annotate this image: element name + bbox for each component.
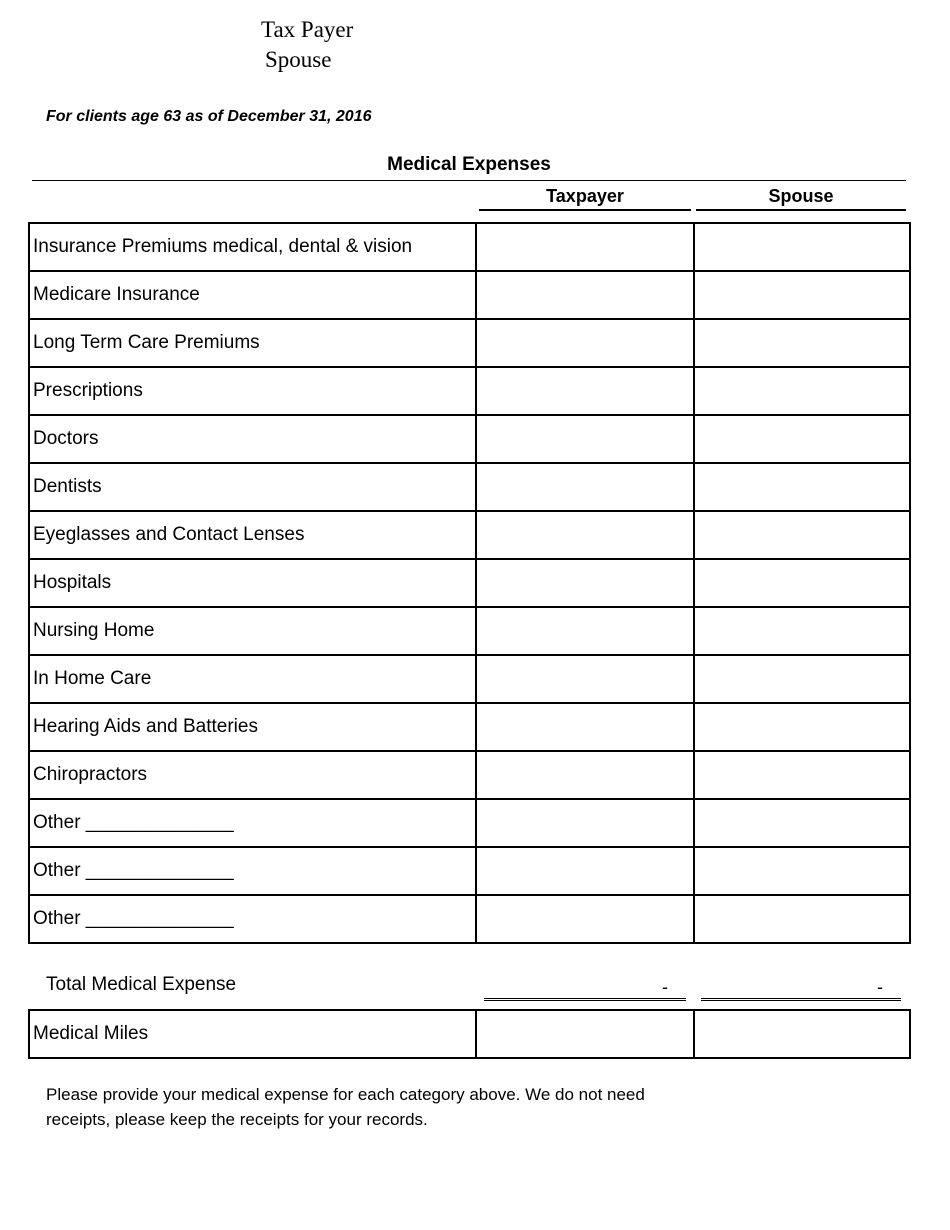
taxpayer-amount-input[interactable] — [476, 223, 694, 271]
taxpayer-amount-input[interactable] — [476, 607, 694, 655]
spouse-amount-input[interactable] — [694, 751, 910, 799]
miles-label: Medical Miles — [29, 1010, 476, 1058]
table-row — [29, 799, 910, 847]
table-row — [29, 319, 910, 367]
section-title: Medical Expenses — [387, 154, 551, 175]
spouse-amount-input[interactable] — [694, 559, 910, 607]
table-row — [29, 223, 910, 271]
table-row — [29, 367, 910, 415]
spouse-amount-input[interactable] — [694, 415, 910, 463]
expense-category-label: Insurance Premiums medical, dental & vision — [29, 223, 476, 271]
table-row — [29, 559, 910, 607]
expense-category-label: Other ______________ — [29, 799, 476, 847]
expense-category-label: Dentists — [29, 463, 476, 511]
spouse-amount-input[interactable] — [694, 607, 910, 655]
taxpayer-amount-input[interactable] — [476, 751, 694, 799]
spouse-amount-input[interactable] — [694, 223, 910, 271]
table-row — [29, 751, 910, 799]
taxpayer-amount-input[interactable] — [476, 559, 694, 607]
medical-expense-table — [28, 222, 911, 944]
expense-category-label: Prescriptions — [29, 367, 476, 415]
taxpayer-amount-input[interactable] — [476, 271, 694, 319]
taxpayer-amount-input[interactable] — [476, 655, 694, 703]
expense-category-label: Nursing Home — [29, 607, 476, 655]
table-row — [29, 895, 910, 943]
taxpayer-amount-input[interactable] — [476, 895, 694, 943]
miles-taxpayer-input[interactable] — [476, 1010, 694, 1058]
total-taxpayer-value: - — [484, 976, 686, 1001]
expense-category-label: Eyeglasses and Contact Lenses — [29, 511, 476, 559]
spouse-amount-input[interactable] — [694, 463, 910, 511]
expense-category-label: Hearing Aids and Batteries — [29, 703, 476, 751]
spouse-name-label: Spouse — [265, 47, 332, 72]
instructions-note — [46, 1082, 645, 1132]
table-row — [29, 415, 910, 463]
spouse-amount-input[interactable] — [694, 367, 910, 415]
expense-category-label: Doctors — [29, 415, 476, 463]
table-row — [29, 607, 910, 655]
spouse-amount-input[interactable] — [694, 895, 910, 943]
taxpayer-amount-input[interactable] — [476, 415, 694, 463]
table-row — [29, 703, 910, 751]
table-row — [29, 271, 910, 319]
spouse-amount-input[interactable] — [694, 319, 910, 367]
column-header-taxpayer: Taxpayer — [479, 186, 691, 211]
spouse-amount-input[interactable] — [694, 799, 910, 847]
taxpayer-amount-input[interactable] — [476, 799, 694, 847]
spouse-amount-input[interactable] — [694, 655, 910, 703]
table-row — [29, 463, 910, 511]
table-row — [29, 847, 910, 895]
spouse-amount-input[interactable] — [694, 511, 910, 559]
expense-category-label: Medicare Insurance — [29, 271, 476, 319]
medical-miles-table — [28, 1009, 911, 1059]
section-divider — [32, 180, 906, 181]
expense-category-label: In Home Care — [29, 655, 476, 703]
table-row — [29, 1010, 910, 1058]
taxpayer-amount-input[interactable] — [476, 319, 694, 367]
taxpayer-amount-input[interactable] — [476, 847, 694, 895]
table-row — [29, 655, 910, 703]
spouse-amount-input[interactable] — [694, 271, 910, 319]
instructions-line-2: receipts, please keep the receipts for your records. — [46, 1110, 428, 1129]
instructions-line-1: Please provide your medical expense for each category above. We do not need — [46, 1085, 645, 1104]
spouse-amount-input[interactable] — [694, 847, 910, 895]
expense-category-label: Chiropractors — [29, 751, 476, 799]
miles-spouse-input[interactable] — [694, 1010, 910, 1058]
table-row — [29, 511, 910, 559]
total-spouse-value: - — [701, 976, 901, 1001]
eligibility-subtitle: For clients age 63 as of December 31, 2016 — [46, 108, 372, 125]
taxpayer-name-label: Tax Payer — [261, 17, 354, 42]
expense-category-label: Other ______________ — [29, 847, 476, 895]
expense-category-label: Other ______________ — [29, 895, 476, 943]
taxpayer-amount-input[interactable] — [476, 703, 694, 751]
spouse-amount-input[interactable] — [694, 703, 910, 751]
total-label: Total Medical Expense — [46, 974, 237, 995]
taxpayer-amount-input[interactable] — [476, 463, 694, 511]
expense-category-label: Hospitals — [29, 559, 476, 607]
expense-category-label: Long Term Care Premiums — [29, 319, 476, 367]
taxpayer-amount-input[interactable] — [476, 511, 694, 559]
column-header-spouse: Spouse — [696, 186, 906, 211]
taxpayer-amount-input[interactable] — [476, 367, 694, 415]
